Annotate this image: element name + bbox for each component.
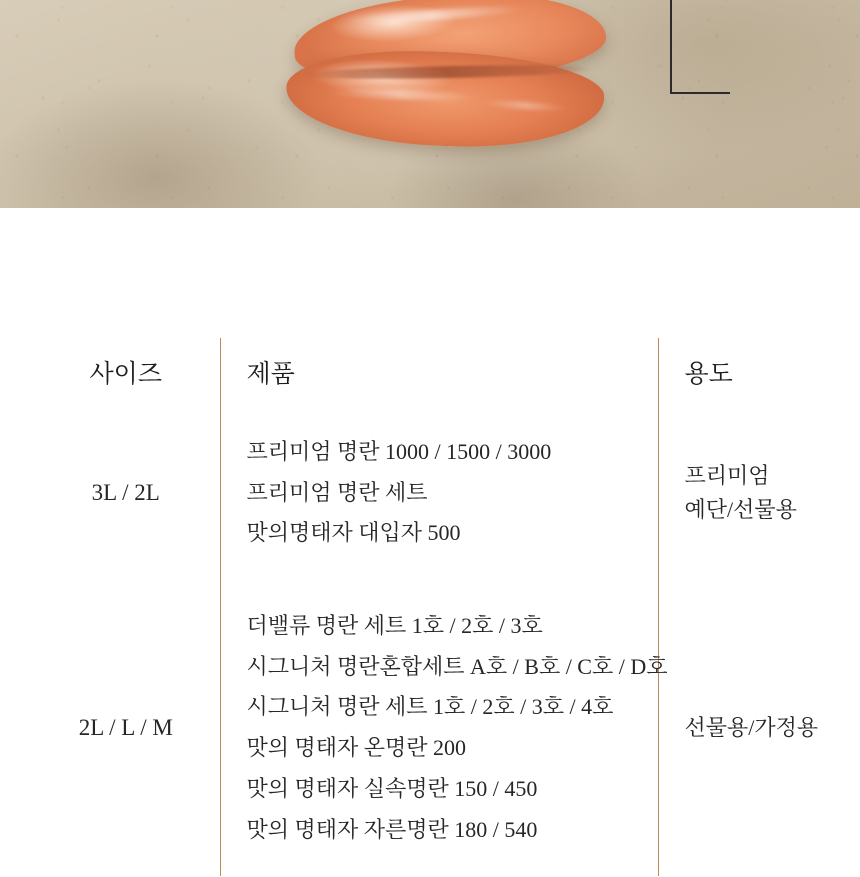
cell-products	[220, 406, 658, 580]
spacer	[0, 208, 860, 338]
product-line: 시그니처 명란혼합세트 A호 / B호 / C호 / D호	[246, 653, 668, 679]
use-line: 예단/선물용	[684, 497, 797, 523]
cell-use	[658, 406, 828, 580]
cell-use	[658, 580, 828, 876]
callout-horizontal-line	[670, 92, 730, 94]
product-line: 맛의 명태자 자른명란 180 / 540	[246, 816, 538, 842]
product-line: 맛의 명태자 실속명란 150 / 450	[246, 775, 538, 801]
weight-callout	[634, 0, 860, 100]
table-header-row	[32, 338, 828, 406]
cell-products	[220, 580, 668, 876]
spec-table-body	[32, 406, 828, 876]
spec-table-head	[32, 338, 828, 406]
use-line: 프리미엄	[684, 462, 770, 488]
header-product: 제품	[220, 338, 658, 406]
spec-table-wrap	[0, 338, 860, 876]
product-line: 더밸류 명란 세트 1호 / 2호 / 3호	[246, 613, 543, 639]
table-row	[32, 580, 828, 876]
product-line: 맛의 명태자 온명란 200	[246, 735, 467, 761]
roe-sac-group	[286, 0, 616, 164]
cell-size: 3L / 2L	[32, 406, 220, 580]
use-line: 선물용/가정용	[684, 715, 819, 741]
header-size: 사이즈	[32, 338, 220, 406]
product-line: 맛의명태자 대입자 500	[246, 520, 461, 546]
table-row	[32, 406, 828, 580]
product-line: 시그니처 명란 세트 1호 / 2호 / 3호 / 4호	[246, 694, 614, 720]
spec-table	[32, 338, 828, 876]
product-line: 프리미엄 명란 1000 / 1500 / 3000	[246, 439, 552, 464]
callout-vertical-line	[670, 0, 672, 94]
header-use: 용도	[684, 361, 733, 388]
product-photo	[0, 0, 860, 208]
cell-size: 2L / L / M	[32, 580, 220, 876]
product-line: 프리미엄 명란 세트	[246, 479, 428, 505]
